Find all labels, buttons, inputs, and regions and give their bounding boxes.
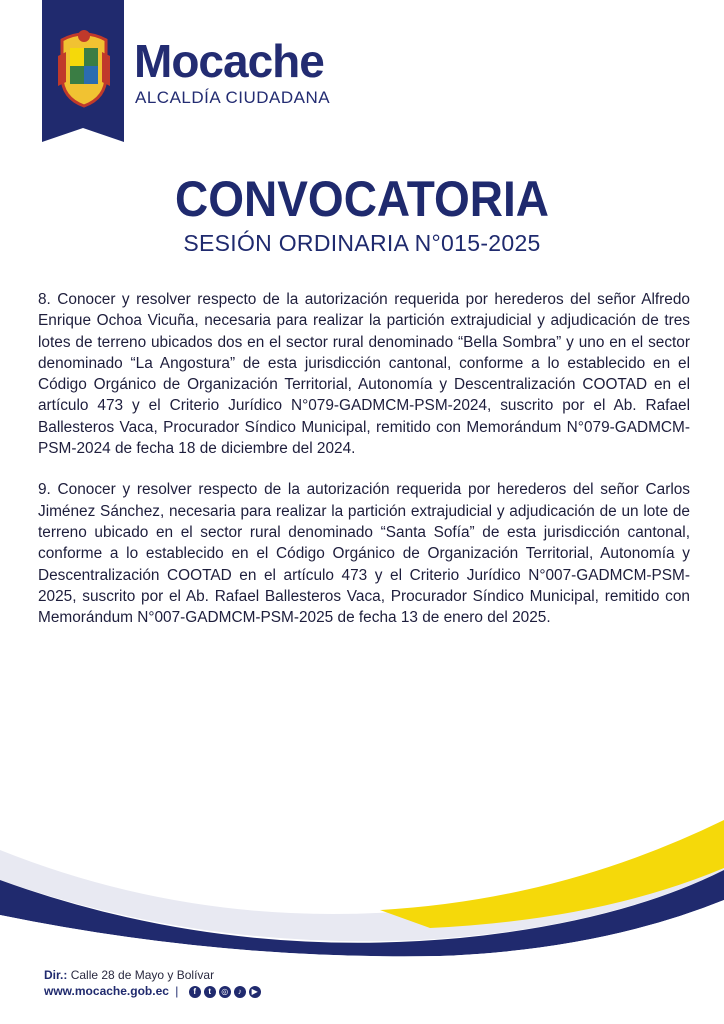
document-title: CONVOCATORIA (175, 171, 549, 227)
tiktok-icon[interactable]: ♪ (234, 986, 246, 998)
address-label: Dir.: (44, 968, 68, 982)
document-subtitle: SESIÓN ORDINARIA N°015-2025 (183, 230, 541, 256)
footer-separator: | (175, 984, 179, 998)
agenda-body (38, 289, 690, 648)
municipal-crest-icon (56, 26, 112, 108)
agenda-item-9: 9. Conocer y resolver respecto de la autorización requerida por herederos del señor Carlos Jiménez Sánchez, necesaria para realizar la partición extrajudicial y adjudicación de un lote de terreno ubicado en el sector rural denominado “Santa Sofía” de esta jurisdicción cantonal, conforme a lo establecido en el Código Orgánico de Organización Territorial, Autonomía y Descentralización COOTAD en el artículo 473 y el Criterio Jurídico N°007-GADMCM-PSM-2025, suscrito por el Ab. Rafael Ballesteros Vaca, Procurador Síndico Municipal, remitido con Memorándum N°007-GADMCM-PSM-2025 de fecha 13 de enero del 2025. (38, 481, 690, 627)
address-text: Calle 28 de Mayo y Bolívar (70, 968, 215, 982)
brand-name: Mocache (134, 35, 324, 87)
social-icons (189, 986, 261, 998)
website-link[interactable]: www.mocache.gob.ec (44, 984, 169, 998)
agenda-item-8: 8. Conocer y resolver respecto de la autorización requerida por herederos del señor Alfredo Enrique Ochoa Vicuña, necesaria para realizar la partición extrajudicial y adjudicación de tres lotes de terreno ubicados dos en el sector rural denominado “Bella Sombra” y uno en el sector denominado “La Angostura” de esta jurisdicción cantonal, conforme a lo establecido en el Código Orgánico de Organización Territorial, Autonomía y Descentralización COOTAD en el artículo 473 y el Criterio Jurídico N°079-GADMCM-PSM-2024, suscrito por el Ab. Rafael Ballesteros Vaca, Procurador Síndico Municipal, remitido con Memorándum N°079-GADMCM-PSM-2024 de fecha 18 de diciembre del 2024. (38, 291, 690, 458)
instagram-icon[interactable]: ◎ (219, 986, 231, 998)
twitter-icon[interactable]: t (204, 986, 216, 998)
footer (44, 967, 261, 999)
decorative-wave (0, 810, 724, 960)
youtube-icon[interactable]: ▶ (249, 986, 261, 998)
facebook-icon[interactable]: f (189, 986, 201, 998)
brand-subtitle: ALCALDÍA CIUDADANA (135, 88, 331, 107)
